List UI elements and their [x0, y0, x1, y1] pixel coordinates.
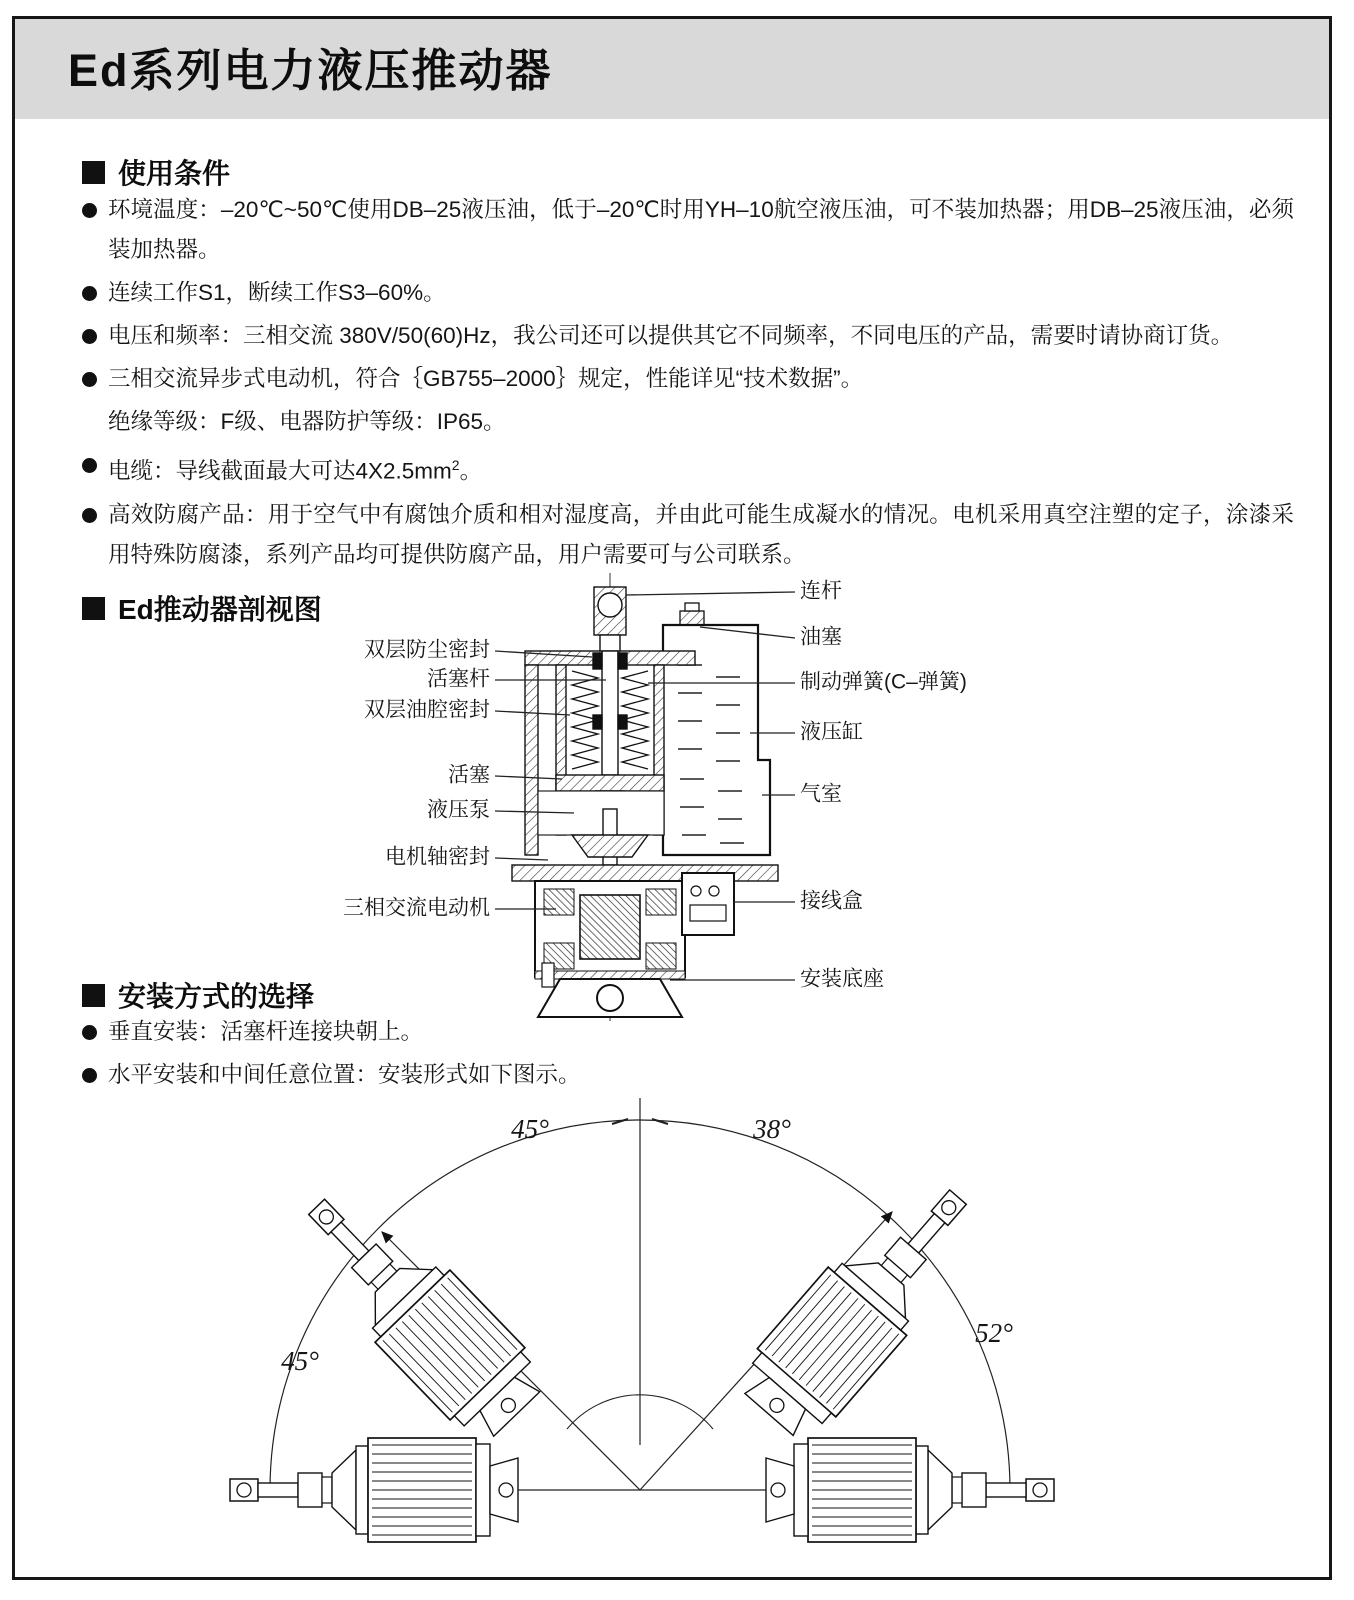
usage-bullet-list [82, 190, 1294, 578]
bullet-text: 电压和频率：三相交流 380V/50(60)Hz，我公司还可以提供其它不同频率，不同电压的产品，需要时请协商订货。 [108, 323, 1234, 348]
section-heading-usage-label: 使用条件 [118, 158, 231, 189]
list-item [82, 273, 1294, 313]
dot-bullet-icon [82, 1068, 97, 1083]
page-title: Ed系列电力液压推动器 [68, 45, 553, 96]
label-brake-spring: 制动弹簧(C–弹簧) [800, 670, 967, 694]
angle-label-left: 45° [281, 1346, 319, 1376]
list-item [82, 1012, 1294, 1052]
label-air-chamber: 气室 [800, 782, 842, 806]
thruster-horizontal-right [766, 1438, 1054, 1542]
list-item [82, 190, 1294, 270]
dot-bullet-icon [82, 458, 97, 473]
section-heading-cutaway [82, 588, 322, 628]
section-heading-mounting [82, 975, 314, 1015]
cutaway-labels-right [800, 580, 967, 991]
angle-label-right: 52° [975, 1318, 1013, 1348]
label-dust-seal: 双层防尘密封 [364, 638, 490, 662]
bullet-text [108, 445, 1294, 492]
label-piston: 活塞 [448, 763, 490, 787]
list-item [82, 445, 1294, 492]
bullet-text: 连续工作S1，断续工作S3–60%。 [108, 280, 446, 305]
superscript: 2 [451, 457, 460, 473]
thruster-tilted-left [279, 1171, 554, 1450]
thruster-horizontal-left [230, 1438, 518, 1542]
square-bullet-icon [82, 597, 105, 620]
dot-bullet-icon [82, 508, 97, 523]
dot-bullet-icon [82, 1025, 97, 1040]
list-item [82, 316, 1294, 356]
section-heading-cutaway-label: Ed推动器剖视图 [118, 594, 322, 625]
dot-bullet-icon [82, 203, 97, 218]
oil-tank-drawing [663, 603, 770, 855]
bullet-text: 高效防腐产品：用于空气中有腐蚀介质和相对湿度高，并由此可能生成凝水的情况。电机采用真空注塑的定子，涂漆采用特殊防腐漆，系列产品均可提供防腐产品，用户需要可与公司联系。 [108, 501, 1294, 567]
bullet-text: 环境温度：–20℃~50℃使用DB–25液压油，低于–20℃时用YH–10航空液压油，可不装加热器；用DB–25液压油，必须装加热器。 [108, 197, 1294, 262]
dot-bullet-icon [82, 329, 97, 344]
cable-text: 电缆：导线截面最大可达4X2.5mm [108, 458, 452, 484]
bullet-text: 水平安装和中间任意位置：安装形式如下图示。 [108, 1062, 581, 1087]
list-item [82, 359, 1294, 399]
bullet-continuation-text: 绝缘等级：F级、电器防护等级：IP65。 [108, 409, 506, 434]
square-bullet-icon [82, 984, 105, 1007]
label-connecting-rod: 连杆 [800, 579, 842, 603]
angle-label-top-right: 38° [753, 1114, 791, 1144]
label-junction-box: 接线盒 [800, 889, 863, 913]
dot-bullet-icon [82, 372, 97, 387]
cable-text-end: 。 [459, 458, 483, 484]
bullet-text: 垂直安装：活塞杆连接块朝上。 [108, 1019, 424, 1044]
list-item [82, 495, 1294, 575]
square-bullet-icon [82, 161, 105, 184]
label-mounting-base: 安装底座 [800, 967, 884, 991]
motor-drawing [535, 873, 734, 1017]
cutaway-labels-left [343, 639, 490, 920]
angle-label-top-left: 45° [511, 1114, 549, 1144]
section-heading-usage [82, 152, 230, 192]
cutaway-figure [330, 565, 1190, 1035]
label-oil-chamber-seal: 双层油腔密封 [364, 698, 490, 722]
label-ac-motor: 三相交流电动机 [343, 896, 490, 920]
dot-bullet-icon [82, 286, 97, 301]
section-heading-mounting-label: 安装方式的选择 [118, 981, 315, 1012]
label-motor-shaft-seal: 电机轴密封 [385, 845, 490, 869]
thruster-tilted-right [730, 1163, 997, 1449]
label-hydraulic-cylinder: 液压缸 [800, 720, 863, 744]
bullet-text: 三相交流异步式电动机，符合｛GB755–2000｝规定，性能详见“技术数据”。 [108, 366, 864, 391]
label-hydraulic-pump: 液压泵 [427, 798, 490, 822]
label-oil-plug: 油塞 [800, 625, 842, 649]
mounting-angle-figure [120, 1080, 1230, 1590]
label-piston-rod: 活塞杆 [427, 667, 490, 691]
